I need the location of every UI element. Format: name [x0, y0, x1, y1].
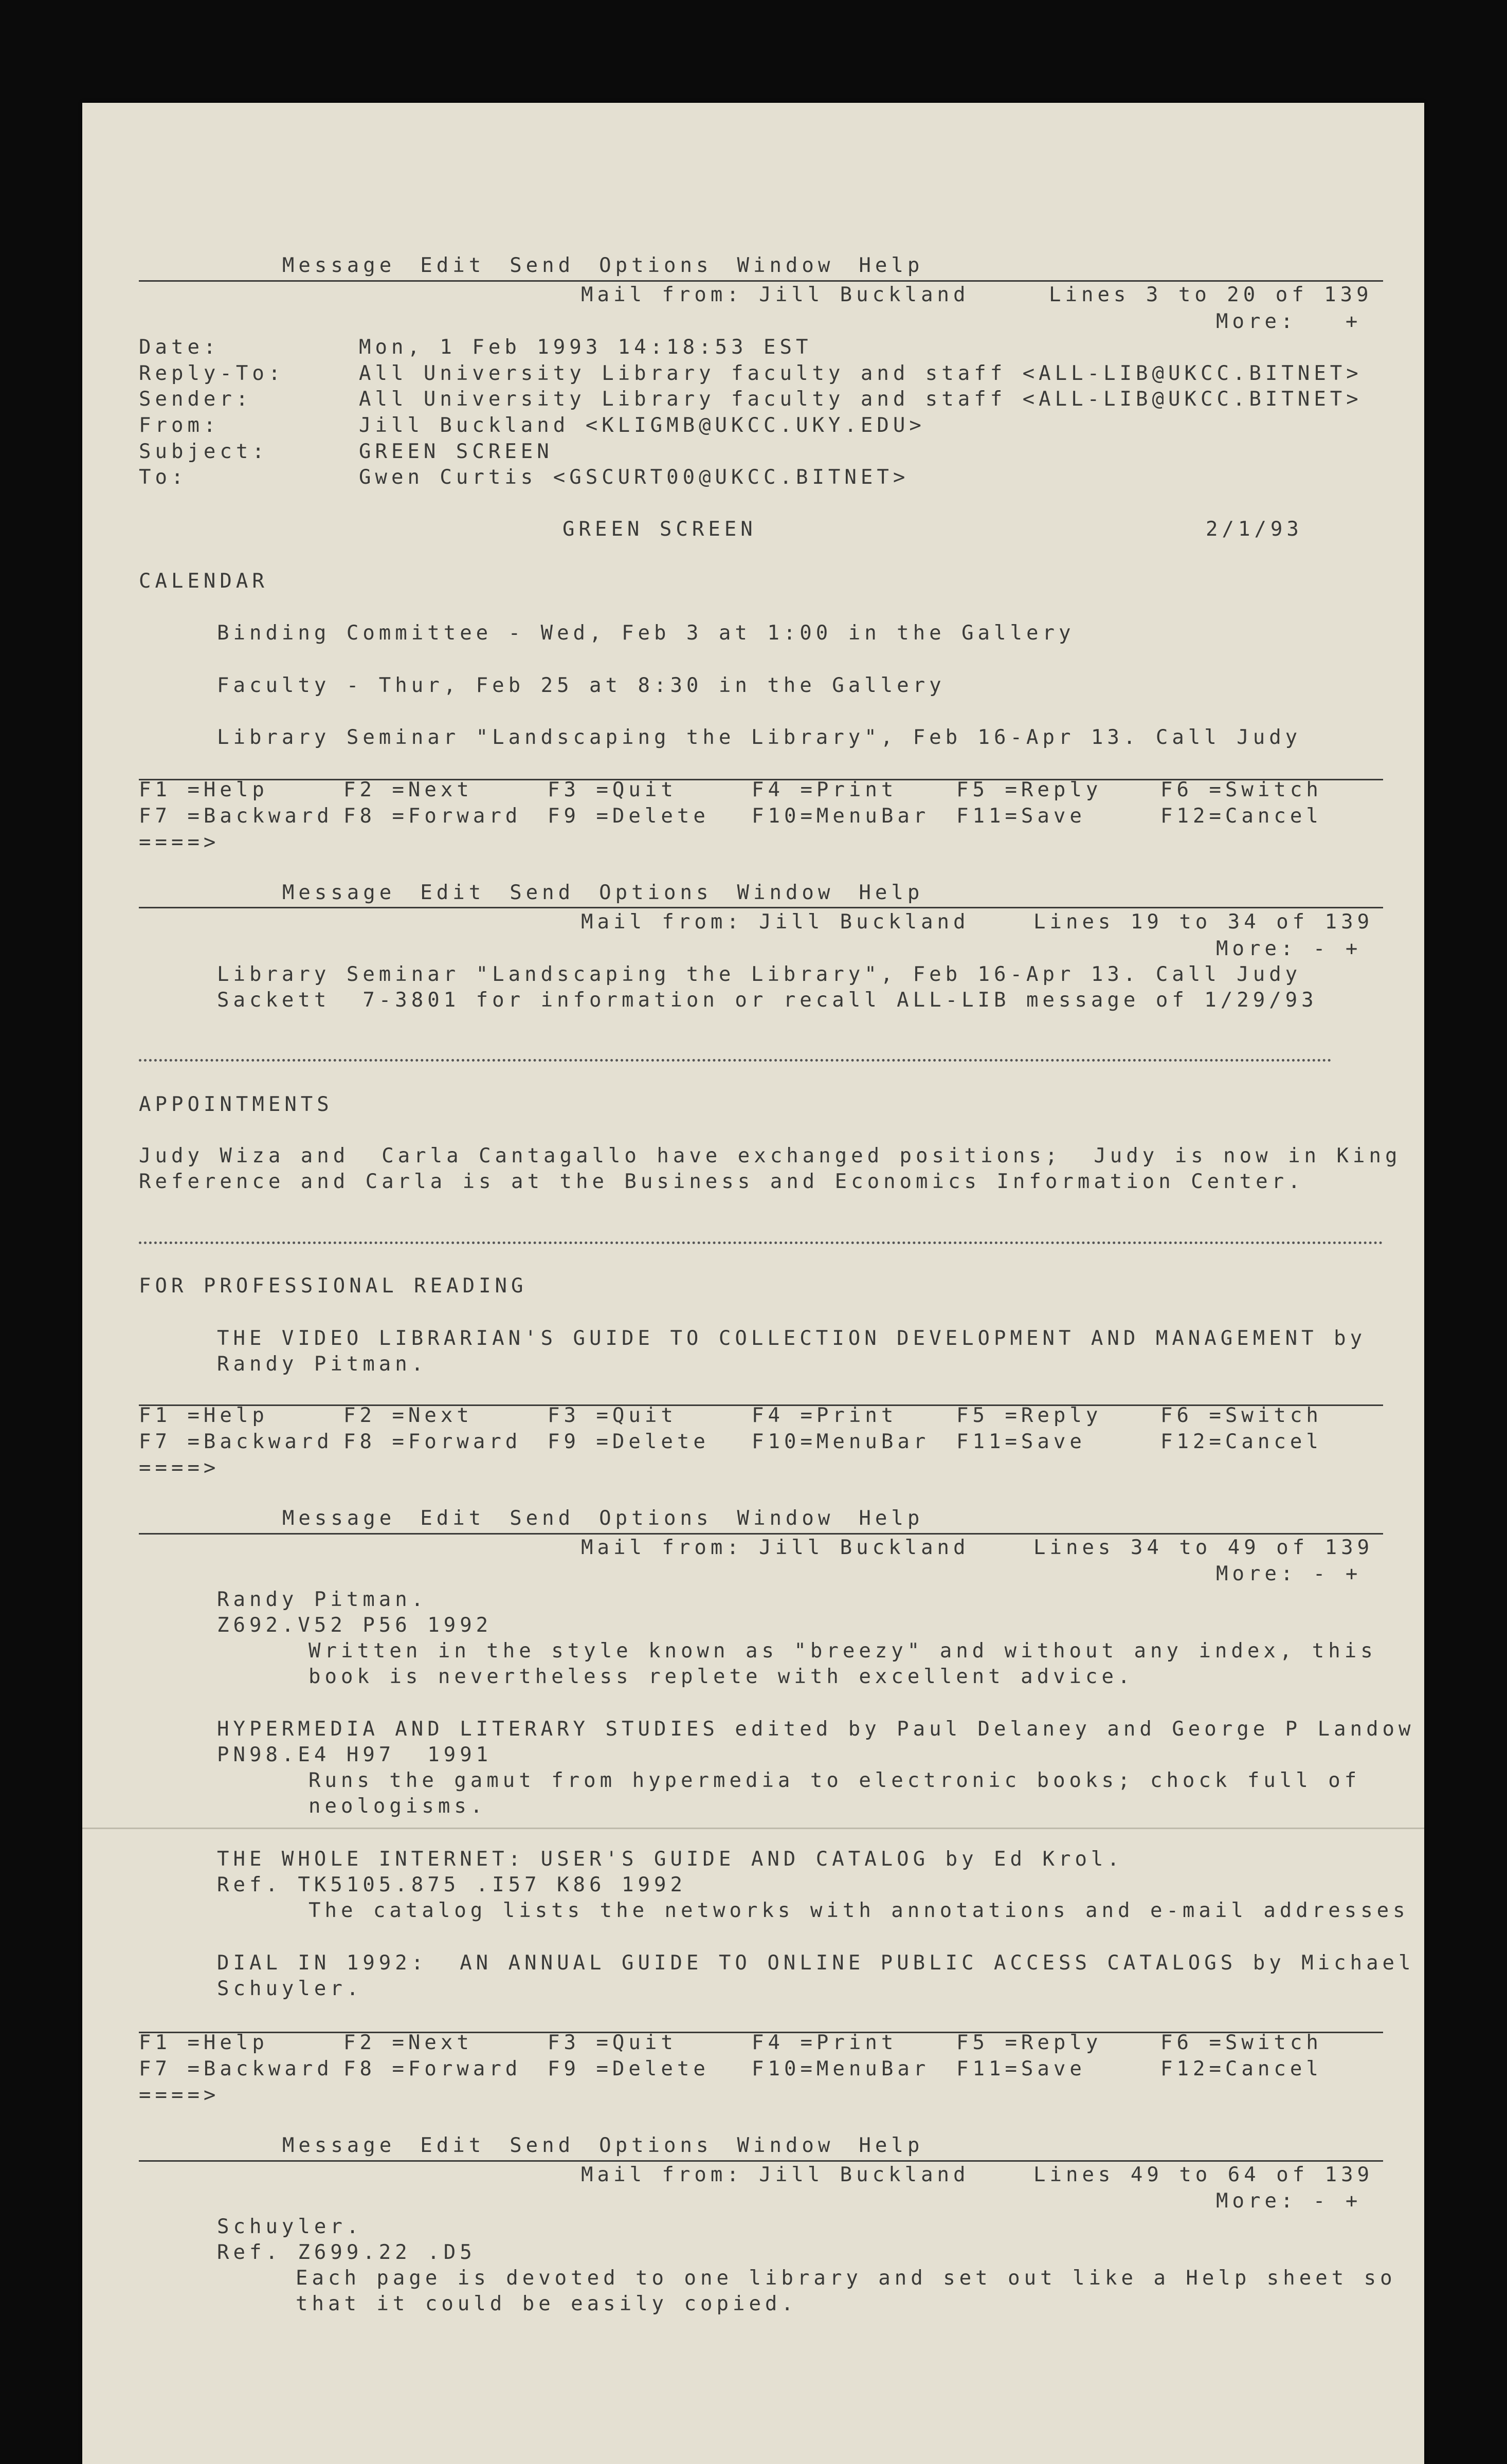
calendar-item: Faculty - Thur, Feb 25 at 8:30 in the Gallery [217, 674, 946, 697]
f2-next-key[interactable]: F2 =Next [343, 1404, 473, 1427]
f5-reply-key[interactable]: F5 =Reply [956, 1404, 1102, 1427]
menu-edit[interactable]: Edit [420, 254, 485, 277]
menu-message[interactable]: Message [282, 254, 396, 277]
body-line: Schuyler. [217, 1977, 363, 2000]
f9-delete-key[interactable]: F9 =Delete [548, 1430, 710, 1453]
f7-backward-key[interactable]: F7 =Backward [139, 2057, 333, 2080]
f10-menubar-key[interactable]: F10=MenuBar [752, 1430, 930, 1453]
f1-help-key[interactable]: F1 =Help [139, 778, 268, 801]
body-line: THE VIDEO LIBRARIAN'S GUIDE TO COLLECTION DEVELOPMENT AND MANAGEMENT by [217, 1327, 1367, 1350]
header-to-label: To: [139, 466, 188, 489]
dotted-separator [139, 1059, 1332, 1062]
menu-options[interactable]: Options [599, 2134, 713, 2157]
menu-bar [185, 1482, 948, 1530]
more-indicator: More: + [1216, 310, 1362, 333]
body-line: Library Seminar "Landscaping the Library", Feb 16-Apr 13. Call Judy [217, 963, 1302, 986]
mail-from-label: Mail from: Jill Buckland [581, 283, 970, 306]
menu-help[interactable]: Help [859, 2134, 924, 2157]
body-line: Runs the gamut from hypermedia to electronic books; chock full of [308, 1769, 1361, 1792]
body-line: Reference and Carla is at the Business and Economics Information Center. [139, 1170, 1304, 1193]
f11-save-key[interactable]: F11=Save [956, 805, 1086, 828]
f6-switch-key[interactable]: F6 =Switch [1160, 2031, 1322, 2054]
document-date: 2/1/93 [1206, 518, 1303, 541]
header-from-value: Jill Buckland <KLIGMB@UKCC.UKY.EDU> [359, 414, 925, 437]
header-subject-label: Subject: [139, 440, 268, 463]
menu-edit[interactable]: Edit [420, 1507, 485, 1530]
f12-cancel-key[interactable]: F12=Cancel [1160, 2057, 1322, 2080]
mail-from-label: Mail from: Jill Buckland [581, 910, 970, 934]
body-line: Schuyler. [217, 2215, 363, 2238]
body-line: DIAL IN 1992: AN ANNUAL GUIDE TO ONLINE PUBLIC ACCESS CATALOGS by Michael [217, 1951, 1415, 1975]
f3-quit-key[interactable]: F3 =Quit [548, 2031, 677, 2054]
mail-from-label: Mail from: Jill Buckland [581, 1536, 970, 1559]
f2-next-key[interactable]: F2 =Next [343, 778, 473, 801]
menu-bar [185, 856, 948, 904]
lines-indicator: Lines 49 to 64 of 139 [1033, 2163, 1374, 2186]
f3-quit-key[interactable]: F3 =Quit [548, 1404, 677, 1427]
menu-rule [139, 2160, 1383, 2162]
document-title: GREEN SCREEN [562, 518, 757, 541]
f1-help-key[interactable]: F1 =Help [139, 1404, 268, 1427]
f4-print-key[interactable]: F4 =Print [752, 1404, 898, 1427]
body-line: book is nevertheless replete with excellent advice. [308, 1665, 1134, 1688]
f10-menubar-key[interactable]: F10=MenuBar [752, 2057, 930, 2080]
more-indicator: More: - + [1216, 937, 1362, 960]
f5-reply-key[interactable]: F5 =Reply [956, 2031, 1102, 2054]
menu-send[interactable]: Send [510, 2134, 575, 2157]
header-sender-label: Sender: [139, 388, 252, 411]
f6-switch-key[interactable]: F6 =Switch [1160, 1404, 1322, 1427]
header-sender-value: All University Library faculty and staff <ALL-LIB@UKCC.BITNET> [359, 388, 1363, 411]
menu-send[interactable]: Send [510, 1507, 575, 1530]
body-line: Sackett 7-3801 for information or recall ALL-LIB message of 1/29/93 [217, 989, 1318, 1012]
appointments-heading: APPOINTMENTS [139, 1093, 333, 1116]
f1-help-key[interactable]: F1 =Help [139, 2031, 268, 2054]
body-line: neologisms. [308, 1795, 487, 1818]
menu-message[interactable]: Message [282, 2134, 396, 2157]
command-prompt[interactable]: ====> [139, 831, 220, 854]
body-line: Judy Wiza and Carla Cantagallo have exchanged positions; Judy is now in King [139, 1144, 1402, 1167]
mail-from-label: Mail from: Jill Buckland [581, 2163, 970, 2186]
f4-print-key[interactable]: F4 =Print [752, 778, 898, 801]
header-from-label: From: [139, 414, 220, 437]
menu-send[interactable]: Send [510, 254, 575, 277]
calendar-heading: CALENDAR [139, 570, 268, 593]
header-replyto-value: All University Library faculty and staff <ALL-LIB@UKCC.BITNET> [359, 362, 1363, 385]
lines-indicator: Lines 34 to 49 of 139 [1033, 1536, 1374, 1559]
body-line: HYPERMEDIA AND LITERARY STUDIES edited by Paul Delaney and George P Landow [217, 1718, 1415, 1741]
f4-print-key[interactable]: F4 =Print [752, 2031, 898, 2054]
body-line: THE WHOLE INTERNET: USER'S GUIDE AND CATALOG by Ed Krol. [217, 1848, 1123, 1871]
menu-window[interactable]: Window [737, 881, 834, 904]
body-line: Written in the style known as "breezy" and without any index, this [308, 1639, 1377, 1663]
f3-quit-key[interactable]: F3 =Quit [548, 778, 677, 801]
f2-next-key[interactable]: F2 =Next [343, 2031, 473, 2054]
printout-page [82, 103, 1424, 2464]
function-key-bar [139, 2031, 1383, 2082]
f9-delete-key[interactable]: F9 =Delete [548, 2057, 710, 2080]
body-line: that it could be easily copied. [296, 2292, 797, 2315]
body-line: Each page is devoted to one library and set out like a Help sheet so [296, 2267, 1396, 2290]
paper-fold-line [82, 1828, 1424, 1829]
menu-options[interactable]: Options [599, 1507, 713, 1530]
more-indicator: More: - + [1216, 2189, 1362, 2213]
menu-window[interactable]: Window [737, 2134, 834, 2157]
command-prompt[interactable]: ====> [139, 2084, 220, 2107]
call-number: PN98.E4 H97 1991 [217, 1743, 493, 1766]
f6-switch-key[interactable]: F6 =Switch [1160, 778, 1322, 801]
menu-window[interactable]: Window [737, 254, 834, 277]
command-prompt[interactable]: ====> [139, 1456, 220, 1480]
calendar-item: Binding Committee - Wed, Feb 3 at 1:00 in the Gallery [217, 622, 1075, 645]
f8-forward-key[interactable]: F8 =Forward [343, 805, 522, 828]
menu-help[interactable]: Help [859, 881, 924, 904]
menu-help[interactable]: Help [859, 1507, 924, 1530]
calendar-item: Library Seminar "Landscaping the Library", Feb 16-Apr 13. Call Judy [217, 726, 1302, 749]
body-line: Randy Pitman. [217, 1588, 428, 1611]
menu-options[interactable]: Options [599, 881, 713, 904]
header-to-value: Gwen Curtis <GSCURT00@UKCC.BITNET> [359, 466, 910, 489]
function-key-bar [139, 1403, 1383, 1455]
f12-cancel-key[interactable]: F12=Cancel [1160, 1430, 1322, 1453]
menu-edit[interactable]: Edit [420, 881, 485, 904]
f12-cancel-key[interactable]: F12=Cancel [1160, 805, 1322, 828]
more-indicator: More: - + [1216, 1562, 1362, 1585]
header-date-value: Mon, 1 Feb 1993 14:18:53 EST [359, 336, 812, 359]
f8-forward-key[interactable]: F8 =Forward [343, 2057, 522, 2080]
f7-backward-key[interactable]: F7 =Backward [139, 805, 333, 828]
menu-help[interactable]: Help [859, 254, 924, 277]
menu-send[interactable]: Send [510, 881, 575, 904]
f7-backward-key[interactable]: F7 =Backward [139, 1430, 333, 1453]
call-number: Ref. Z699.22 .D5 [217, 2241, 476, 2264]
menu-rule [139, 280, 1383, 282]
call-number: Z692.V52 P56 1992 [217, 1614, 493, 1637]
header-replyto-label: Reply-To: [139, 362, 285, 385]
f8-forward-key[interactable]: F8 =Forward [343, 1430, 522, 1453]
menu-rule [139, 1533, 1383, 1535]
header-date-label: Date: [139, 336, 220, 359]
call-number: Ref. TK5105.875 .I57 K86 1992 [217, 1873, 686, 1896]
reading-heading: FOR PROFESSIONAL READING [139, 1274, 528, 1298]
lines-indicator: Lines 3 to 20 of 139 [1049, 283, 1373, 306]
function-key-bar [139, 778, 1383, 829]
lines-indicator: Lines 19 to 34 of 139 [1033, 910, 1374, 934]
menu-window[interactable]: Window [737, 1507, 834, 1530]
menu-edit[interactable]: Edit [420, 2134, 485, 2157]
menu-message[interactable]: Message [282, 1507, 396, 1530]
menu-message[interactable]: Message [282, 881, 396, 904]
f11-save-key[interactable]: F11=Save [956, 2057, 1086, 2080]
body-line: Randy Pitman. [217, 1353, 428, 1376]
dotted-separator [139, 1242, 1383, 1244]
menu-rule [139, 907, 1383, 908]
f10-menubar-key[interactable]: F10=MenuBar [752, 805, 930, 828]
f11-save-key[interactable]: F11=Save [956, 1430, 1086, 1453]
menu-bar [185, 229, 948, 277]
header-subject-value: GREEN SCREEN [359, 440, 553, 463]
f5-reply-key[interactable]: F5 =Reply [956, 778, 1102, 801]
f9-delete-key[interactable]: F9 =Delete [548, 805, 710, 828]
body-line: The catalog lists the networks with annotations and e-mail addresses [308, 1899, 1409, 1922]
menu-options[interactable]: Options [599, 254, 713, 277]
menu-bar [185, 2109, 948, 2157]
